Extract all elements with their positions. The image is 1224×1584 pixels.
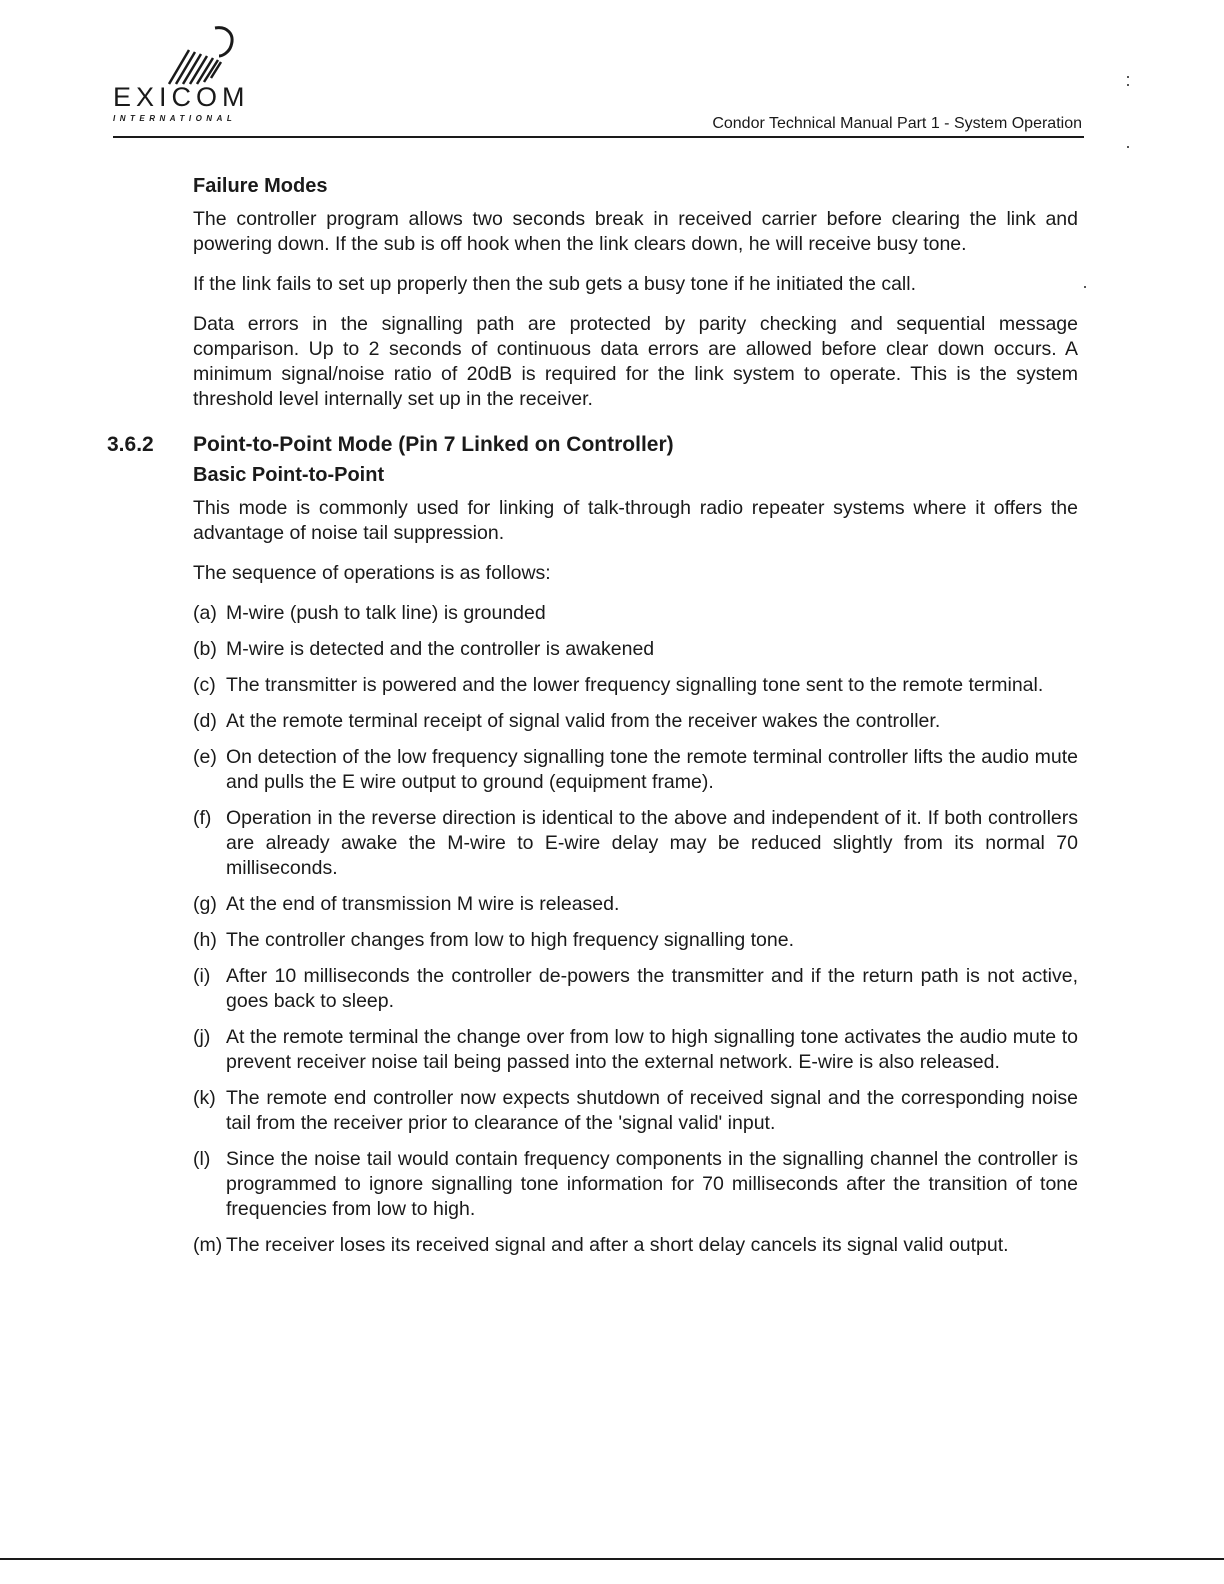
list-item-text: At the end of transmission M wire is released. (226, 893, 620, 915)
list-item (193, 1147, 1078, 1222)
list-item-label: (k) (193, 1087, 216, 1109)
operation-sequence-list (193, 601, 1078, 1258)
logo-emblem-icon (163, 22, 243, 86)
scan-speck (1127, 84, 1129, 86)
list-item-label: (i) (193, 965, 211, 987)
list-item (193, 709, 1078, 734)
paragraph: The controller program allows two seconds break in received carrier before clearing the link and powering down. If the sub is off hook when the link clears down, he will receive busy tone. (193, 208, 1078, 255)
list-item (193, 1233, 1078, 1258)
list-item-text: On detection of the low frequency signalling tone the remote terminal controller lifts the audio mute and pulls the E wire output to ground (equipment frame). (226, 746, 1078, 793)
company-logo (113, 22, 283, 132)
logo-subtitle: INTERNATIONAL (113, 114, 237, 123)
list-item (193, 1025, 1078, 1075)
list-item-label: (d) (193, 710, 217, 732)
list-item (193, 673, 1078, 698)
list-item-text: M-wire (push to talk line) is grounded (226, 602, 546, 624)
list-item-label: (h) (193, 929, 217, 951)
list-item (193, 892, 1078, 917)
list-item-label: (g) (193, 893, 217, 915)
list-item-text: Operation in the reverse direction is identical to the above and independent of it. If both controllers are already awake the M-wire to E-wire delay may be reduced slightly from its normal 70 milliseconds. (226, 807, 1078, 879)
paragraph: Data errors in the signalling path are protected by parity checking and sequential message comparison. Up to 2 seconds of continuous data errors are allowed before clear down occurs. A minimum signal/noise ratio of 20dB is required for the link system to operate. This is the system threshold level internally set up in the receiver. (193, 313, 1078, 410)
paragraph: This mode is commonly used for linking of talk-through radio repeater systems where it offers the advantage of noise tail suppression. (193, 497, 1078, 544)
list-item (193, 1086, 1078, 1136)
list-item-text: The transmitter is powered and the lower frequency signalling tone sent to the remote terminal. (226, 674, 1044, 696)
list-item-label: (m) (193, 1234, 223, 1256)
list-item-label: (c) (193, 674, 216, 696)
list-item-text: At the remote terminal the change over from low to high signalling tone activates the audio mute to prevent receiver noise tail being passed into the external network. E-wire is also released. (226, 1026, 1078, 1073)
section-number: 3.6.2 (107, 433, 154, 456)
scan-speck (1127, 76, 1129, 78)
scan-speck (1084, 286, 1086, 288)
scan-speck (1127, 146, 1129, 148)
list-item-label: (b) (193, 638, 217, 660)
section-3-6-2 (107, 432, 1078, 1258)
list-item-text: The receiver loses its received signal and after a short delay cancels its signal valid output. (226, 1234, 1009, 1256)
header-divider (113, 136, 1084, 138)
section-title: Point-to-Point Mode (Pin 7 Linked on Controller) (193, 433, 674, 456)
page-content (107, 174, 1078, 1269)
subsection-heading: Basic Point-to-Point (193, 464, 385, 486)
list-item-label: (f) (193, 807, 212, 829)
footer-divider (0, 1558, 1224, 1560)
list-item (193, 806, 1078, 881)
list-item-text: At the remote terminal receipt of signal valid from the receiver wakes the controller. (226, 710, 941, 732)
list-item-label: (e) (193, 746, 217, 768)
paragraph: If the link fails to set up properly then the sub gets a busy tone if he initiated the call. (193, 273, 917, 295)
list-item-label: (j) (193, 1026, 211, 1048)
list-item-text: After 10 milliseconds the controller de-powers the transmitter and if the return path is not active, goes back to sleep. (226, 965, 1078, 1012)
list-item-text: The controller changes from low to high frequency signalling tone. (226, 929, 794, 951)
list-item-text: M-wire is detected and the controller is awakened (226, 638, 655, 660)
list-item-text: The remote end controller now expects shutdown of received signal and the corresponding noise tail from the receiver prior to clearance of the 'signal valid' input. (226, 1087, 1078, 1134)
list-item (193, 745, 1078, 795)
failure-modes-heading: Failure Modes (193, 175, 328, 197)
list-item (193, 637, 1078, 662)
logo-name: EXICOM (113, 82, 250, 112)
paragraph: The sequence of operations is as follows: (193, 562, 551, 584)
list-item (193, 928, 1078, 953)
list-item-label: (a) (193, 602, 217, 624)
list-item-label: (l) (193, 1148, 211, 1170)
list-item (193, 601, 1078, 626)
document-title: Condor Technical Manual Part 1 - System Operation (712, 115, 1082, 132)
list-item-text: Since the noise tail would contain frequency components in the signalling channel the controller is programmed to ignore signalling tone information for 70 milliseconds after the transition of tone frequencies from low to high. (226, 1148, 1078, 1220)
list-item (193, 964, 1078, 1014)
